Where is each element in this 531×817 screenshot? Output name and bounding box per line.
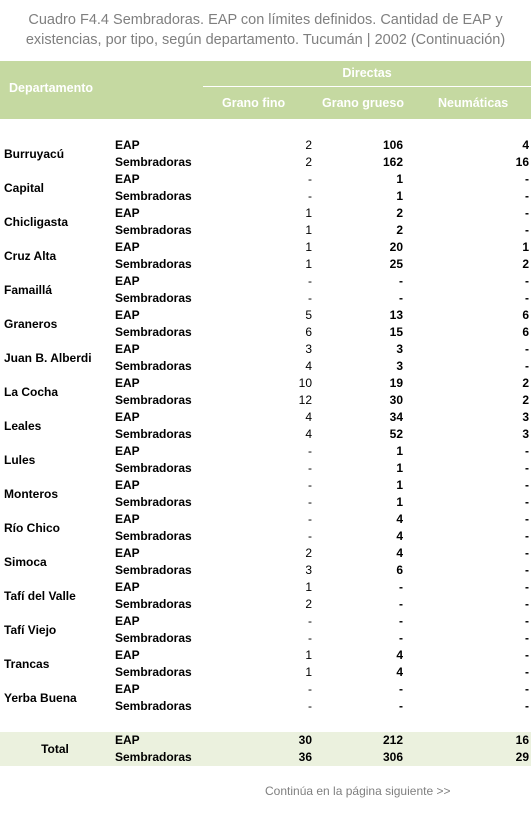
type-label: EAP (115, 376, 140, 390)
table-row (0, 137, 531, 154)
value-neumaticas: - (525, 342, 529, 356)
type-label: Sembradoras (115, 699, 192, 713)
value-grano-grueso: - (399, 580, 403, 594)
header-neumaticas: Neumáticas (438, 96, 509, 110)
header-directas: Directas (342, 66, 392, 80)
type-label: Sembradoras (115, 427, 192, 441)
value-neumaticas: 16 (515, 155, 529, 169)
type-label: Sembradoras (115, 665, 192, 679)
value-grano-grueso: 1 (396, 189, 403, 203)
value-grano-grueso: 34 (389, 410, 403, 424)
value-neumaticas: - (525, 529, 529, 543)
value-grano-grueso: 2 (396, 223, 403, 237)
table-row (0, 375, 531, 392)
title-line-2: existencias, por tipo, según departamento. Tucumán | 2002 (Continuación) (25, 32, 506, 48)
table-row (0, 409, 531, 426)
table-row (0, 273, 531, 290)
type-label: Sembradoras (115, 223, 192, 237)
type-label: Sembradoras (115, 529, 192, 543)
value-neumaticas: - (525, 631, 529, 645)
value-grano-fino: - (308, 682, 312, 696)
type-label: Sembradoras (115, 189, 192, 203)
table-row (0, 205, 531, 222)
value-grano-grueso: - (399, 291, 403, 305)
value-grano-fino: 4 (305, 427, 312, 441)
data-table (0, 137, 531, 715)
header-divider (203, 86, 531, 87)
type-label: Sembradoras (115, 359, 192, 373)
table-row (0, 307, 531, 324)
type-label: EAP (115, 240, 140, 254)
value-neumaticas: 29 (515, 750, 529, 764)
value-grano-fino: 4 (305, 359, 312, 373)
type-label: Sembradoras (115, 291, 192, 305)
type-label: Sembradoras (115, 495, 192, 509)
value-grano-grueso: 106 (382, 138, 403, 152)
table-row (0, 341, 531, 358)
value-grano-grueso: 1 (396, 461, 403, 475)
value-grano-grueso: 1 (396, 172, 403, 186)
value-neumaticas: - (525, 495, 529, 509)
value-grano-grueso: 15 (389, 325, 403, 339)
table-title (0, 10, 531, 50)
type-label: EAP (115, 512, 140, 526)
value-neumaticas: - (525, 614, 529, 628)
table-row (0, 443, 531, 460)
header-grano-grueso: Grano grueso (322, 96, 404, 110)
type-label: EAP (115, 274, 140, 288)
type-label: EAP (115, 342, 140, 356)
departamento-name: Monteros (4, 486, 58, 501)
departamento-name: Lules (4, 452, 36, 467)
value-grano-fino: 2 (305, 597, 312, 611)
value-neumaticas: - (525, 478, 529, 492)
table-row (0, 647, 531, 664)
table-row (0, 545, 531, 562)
type-label: EAP (115, 733, 140, 747)
value-neumaticas: - (525, 648, 529, 662)
value-grano-grueso: - (399, 631, 403, 645)
value-grano-fino: 6 (305, 325, 312, 339)
type-label: EAP (115, 410, 140, 424)
value-grano-fino: 2 (305, 546, 312, 560)
departamento-name: Chicligasta (4, 214, 69, 229)
value-neumaticas: - (525, 223, 529, 237)
value-grano-grueso: - (399, 274, 403, 288)
value-grano-grueso: 4 (396, 648, 403, 662)
value-grano-fino: - (308, 495, 312, 509)
value-neumaticas: 3 (522, 410, 529, 424)
value-grano-fino: 4 (305, 410, 312, 424)
table-row (0, 511, 531, 528)
type-label: Sembradoras (115, 257, 192, 271)
departamento-name: Tafí Viejo (4, 622, 57, 637)
value-neumaticas: - (525, 444, 529, 458)
value-grano-fino: 1 (305, 580, 312, 594)
type-label: EAP (115, 308, 140, 322)
value-neumaticas: 3 (522, 427, 529, 441)
value-grano-fino: 3 (305, 342, 312, 356)
value-grano-grueso: - (399, 614, 403, 628)
header-departamento: Departamento (9, 81, 94, 95)
value-grano-fino: 10 (298, 376, 312, 390)
value-neumaticas: - (525, 172, 529, 186)
value-neumaticas: 6 (522, 308, 529, 322)
departamento-name: Famaillá (4, 282, 53, 297)
type-label: EAP (115, 172, 140, 186)
table-row (0, 239, 531, 256)
value-grano-fino: 1 (305, 240, 312, 254)
value-grano-grueso: 25 (389, 257, 403, 271)
value-grano-fino: - (308, 699, 312, 713)
departamento-name: Capital (4, 180, 45, 195)
value-grano-grueso: 13 (389, 308, 403, 322)
total-row-eap (0, 732, 531, 749)
departamento-name: Simoca (4, 554, 47, 569)
value-grano-grueso: 6 (396, 563, 403, 577)
value-neumaticas: 4 (522, 138, 529, 152)
value-grano-fino: - (308, 478, 312, 492)
value-neumaticas: - (525, 274, 529, 288)
value-neumaticas: - (525, 461, 529, 475)
type-label: EAP (115, 478, 140, 492)
value-grano-grueso: - (399, 682, 403, 696)
value-grano-grueso: 212 (382, 733, 403, 747)
value-grano-fino: 36 (298, 750, 312, 764)
value-neumaticas: - (525, 359, 529, 373)
value-neumaticas: 16 (515, 733, 529, 747)
type-label: Sembradoras (115, 631, 192, 645)
departamento-name: Trancas (4, 656, 50, 671)
type-label: EAP (115, 614, 140, 628)
value-neumaticas: - (525, 546, 529, 560)
value-grano-grueso: - (399, 699, 403, 713)
value-neumaticas: - (525, 563, 529, 577)
departamento-name: Yerba Buena (4, 690, 77, 705)
departamento-name: Graneros (4, 316, 58, 331)
value-grano-fino: - (308, 291, 312, 305)
value-grano-fino: - (308, 614, 312, 628)
value-neumaticas: - (525, 512, 529, 526)
value-grano-fino: 2 (305, 155, 312, 169)
value-neumaticas: - (525, 699, 529, 713)
value-grano-fino: 2 (305, 138, 312, 152)
total-table (0, 732, 531, 766)
value-neumaticas: - (525, 189, 529, 203)
value-grano-fino: 12 (298, 393, 312, 407)
type-label: EAP (115, 138, 140, 152)
type-label: EAP (115, 444, 140, 458)
total-label: Total (41, 741, 69, 756)
value-grano-fino: 1 (305, 206, 312, 220)
departamento-name: Burruyacú (4, 146, 65, 161)
header-grano-fino: Grano fino (222, 96, 286, 110)
value-grano-fino: 3 (305, 563, 312, 577)
title-line-1: Cuadro F4.4 Sembradoras. EAP con límites definidos. Cantidad de EAP y (28, 12, 503, 28)
value-grano-fino: - (308, 274, 312, 288)
value-grano-grueso: 306 (382, 750, 403, 764)
table-row (0, 613, 531, 630)
value-neumaticas: - (525, 580, 529, 594)
value-neumaticas: 2 (522, 376, 529, 390)
value-neumaticas: - (525, 206, 529, 220)
value-grano-grueso: 1 (396, 495, 403, 509)
table-row (0, 171, 531, 188)
value-grano-grueso: 4 (396, 529, 403, 543)
value-grano-grueso: 30 (389, 393, 403, 407)
type-label: EAP (115, 682, 140, 696)
type-label: Sembradoras (115, 750, 192, 764)
table-row (0, 681, 531, 698)
value-grano-fino: 1 (305, 648, 312, 662)
table-row (0, 477, 531, 494)
value-grano-fino: - (308, 172, 312, 186)
type-label: Sembradoras (115, 393, 192, 407)
type-label: EAP (115, 648, 140, 662)
table-row (0, 579, 531, 596)
departamento-name: La Cocha (4, 384, 59, 399)
value-grano-fino: - (308, 189, 312, 203)
value-neumaticas: 6 (522, 325, 529, 339)
value-grano-fino: - (308, 631, 312, 645)
value-grano-grueso: - (399, 597, 403, 611)
departamento-name: Tafí del Valle (4, 588, 76, 603)
continuation-note: Continúa en la página siguiente >> (265, 784, 451, 798)
departamento-name: Juan B. Alberdi (4, 350, 92, 365)
value-grano-fino: 1 (305, 665, 312, 679)
type-label: Sembradoras (115, 155, 192, 169)
value-grano-grueso: 1 (396, 444, 403, 458)
type-label: Sembradoras (115, 325, 192, 339)
value-neumaticas: - (525, 597, 529, 611)
departamento-name: Río Chico (4, 520, 60, 535)
type-label: Sembradoras (115, 563, 192, 577)
value-grano-grueso: 4 (396, 546, 403, 560)
type-label: EAP (115, 580, 140, 594)
value-grano-fino: 1 (305, 257, 312, 271)
value-grano-fino: - (308, 444, 312, 458)
value-grano-grueso: 3 (396, 359, 403, 373)
value-grano-grueso: 162 (382, 155, 403, 169)
value-grano-grueso: 19 (389, 376, 403, 390)
type-label: Sembradoras (115, 597, 192, 611)
value-grano-grueso: 4 (396, 665, 403, 679)
value-grano-grueso: 2 (396, 206, 403, 220)
value-neumaticas: - (525, 291, 529, 305)
value-grano-fino: - (308, 529, 312, 543)
value-grano-grueso: 52 (389, 427, 403, 441)
type-label: Sembradoras (115, 461, 192, 475)
value-grano-fino: - (308, 461, 312, 475)
type-label: EAP (115, 546, 140, 560)
value-grano-grueso: 4 (396, 512, 403, 526)
departamento-name: Cruz Alta (4, 248, 57, 263)
type-label: EAP (115, 206, 140, 220)
value-neumaticas: 1 (522, 240, 529, 254)
value-neumaticas: 2 (522, 393, 529, 407)
value-neumaticas: 2 (522, 257, 529, 271)
value-grano-fino: 30 (298, 733, 312, 747)
value-grano-grueso: 3 (396, 342, 403, 356)
value-grano-fino: 5 (305, 308, 312, 322)
value-neumaticas: - (525, 665, 529, 679)
value-grano-grueso: 1 (396, 478, 403, 492)
departamento-name: Leales (4, 418, 42, 433)
value-grano-fino: 1 (305, 223, 312, 237)
value-neumaticas: - (525, 682, 529, 696)
value-grano-grueso: 20 (389, 240, 403, 254)
value-grano-fino: - (308, 512, 312, 526)
